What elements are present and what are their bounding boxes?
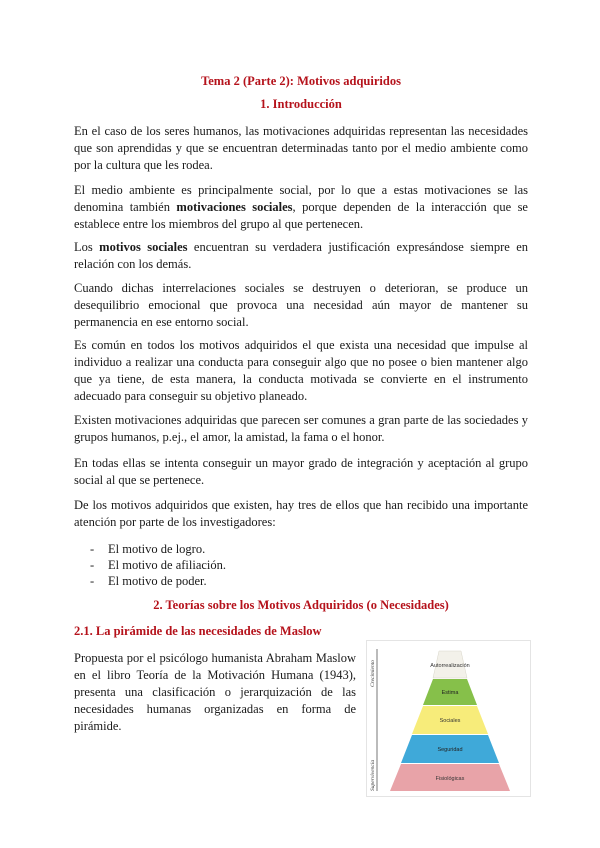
intro-paragraph-3: Los motivos sociales encuentran su verdadera justificación expresándose siempre en relación con los demás. (74, 240, 529, 271)
intro-paragraph-2: El medio ambiente es principalmente social, por lo que a estas motivaciones se las denomina también motivaciones sociales, porque dependen de la interacción que se establece entre los miembros del grupo al que pertenecen. (74, 183, 528, 231)
intro-paragraph-5: Es común en todos los motivos adquiridos el que exista una necesidad que impulse al individuo a realizar una conducta para conseguir algo que no posee o bien mantener algo que ya tiene, de esta manera, la conducta motivada se convierte en el instrumento adecuado para conseguir su objetivo planeado. (74, 338, 528, 403)
axis-label-top: Crecimiento (370, 660, 376, 687)
bold-term-motivaciones-sociales: motivaciones sociales (176, 200, 293, 214)
level-label-autorrealizacion: Autorrealización (430, 663, 470, 669)
intro-paragraph-4: Cuando dichas interrelaciones sociales se destruyen o deterioran, se produce un desequilibrio emocional que provoca una necesidad aún mayor de mantener su permanencia en ese entorno social. (74, 281, 528, 329)
list-item: - El motivo de afiliación. (90, 558, 227, 572)
intro-paragraph-7: En todas ellas se intenta conseguir un mayor grado de integración y aceptación al grupo social al que se pertenece. (74, 456, 528, 487)
intro-paragraph-8: De los motivos adquiridos que existen, hay tres de ellos que han recibido una importante atención por parte de los investigadores: (74, 498, 528, 529)
pyramid-diagram (367, 641, 530, 796)
bold-term-motivos-sociales: motivos sociales (99, 240, 188, 254)
acquired-motives-list (90, 541, 226, 589)
level-label-estima: Estima (441, 690, 459, 696)
intro-paragraph-6: Existen motivaciones adquiridas que parecen ser comunes a gran parte de las sociedades y grupos humanos, p.ej., el amor, la amistad, la fama o el honor. (74, 413, 528, 444)
level-label-sociales: Sociales (439, 718, 461, 724)
section-1-heading: 1. Introducción (260, 97, 342, 111)
document-title: Tema 2 (Parte 2): Motivos adquiridos (201, 74, 401, 88)
maslow-pyramid-figure (366, 640, 531, 797)
section-2-heading: 2. Teorías sobre los Motivos Adquiridos (o Necesidades) (153, 598, 449, 612)
subsection-2-1-heading: 2.1. La pirámide de las necesidades de Maslow (74, 624, 322, 638)
maslow-paragraph: Propuesta por el psicólogo humanista Abraham Maslow en el libro Teoría de la Motivación Humana (1943), presenta una clasificación o jerarquización de las necesidades humanas organizadas en forma de pirámide. (74, 651, 356, 733)
level-label-fisiologicas: Fisiológicas (435, 776, 465, 782)
list-item: - El motivo de poder. (90, 574, 207, 588)
intro-paragraph-1: En el caso de los seres humanos, las motivaciones adquiridas representan las necesidades que son aprendidas y que se encuentran determinadas tanto por el medio ambiente como por la cultura que les rodea. (74, 124, 528, 172)
level-label-seguridad: Seguridad (437, 747, 463, 753)
list-item: - El motivo de logro. (90, 542, 206, 556)
axis-label-bottom: Supervivencia (370, 759, 376, 791)
